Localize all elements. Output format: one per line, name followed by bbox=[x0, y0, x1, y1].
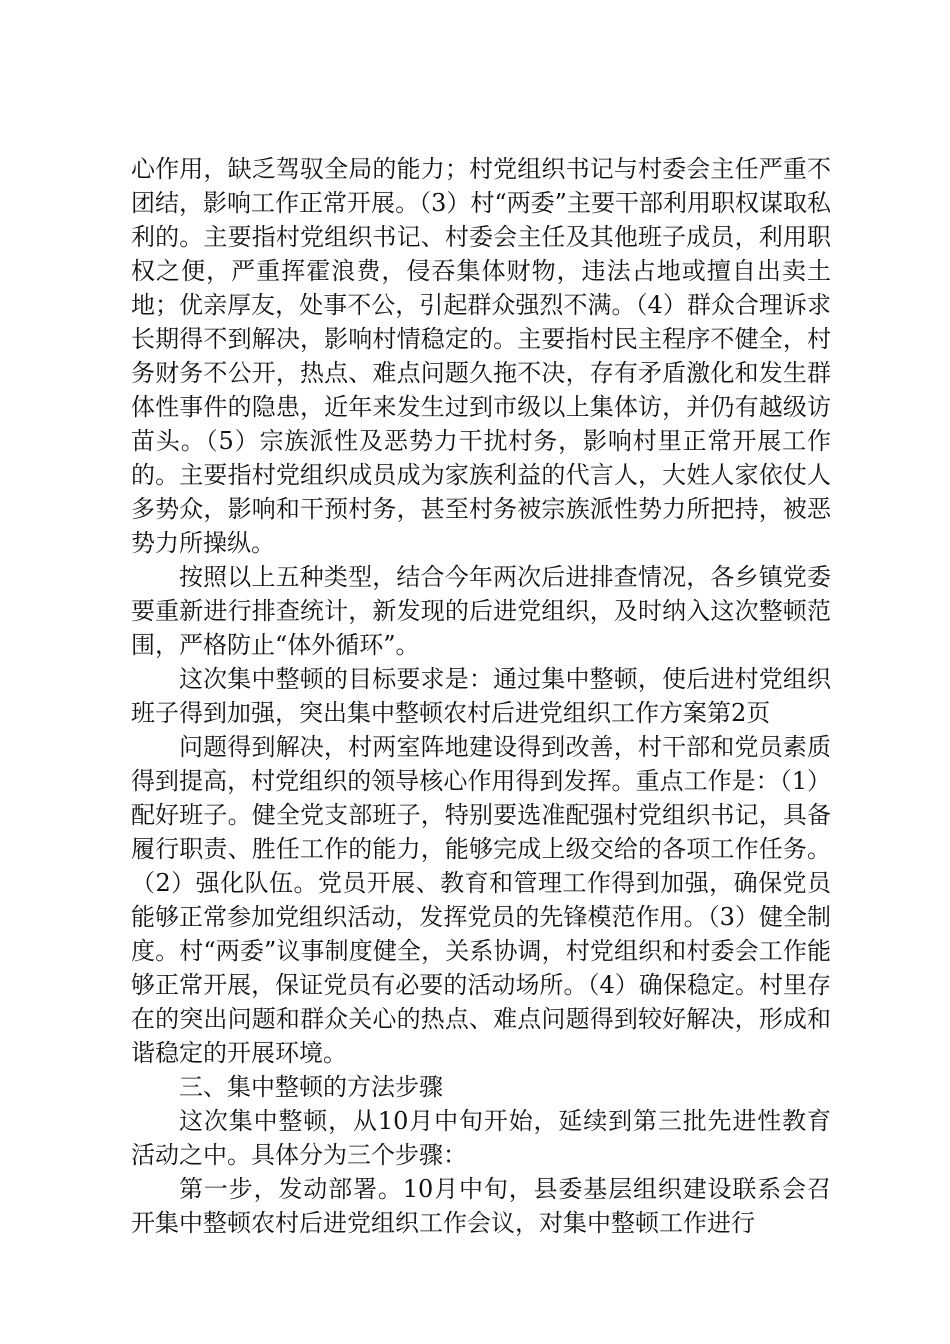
paragraph-6: 第一步，发动部署。10月中旬，县委基层组织建设联系会召开集中整顿农村后进党组织工作会议，对集中整顿工作进行 bbox=[131, 1175, 831, 1237]
paragraph-5: 这次集中整顿，从10月中旬开始，延续到第三批先进性教育活动之中。具体分为三个步骤： bbox=[131, 1107, 831, 1169]
paragraph-1: 心作用，缺乏驾驭全局的能力；村党组织书记与村委会主任严重不团结，影响工作正常开展。（3）村“两委”主要干部利用职权谋取私利的。主要指村党组织书记、村委会主任及其他班子成员，利用职权之便，严重挥霍浪费，侵吞集体财物，违法占地或擅自出卖土地；优亲厚友，处事不公，引起群众强烈不满。（4）群众合理诉求长期得不到解决，影响村情稳定的。主要指村民主程序不健全，村务财务不公开，热点、难点问题久拖不决，存有矛盾激化和发生群体性事件的隐患，近年来发生过到市级以上集体访，并仍有越级访苗头。（5）宗族派性及恶势力干扰村务，影响村里正常开展工作的。主要指村党组织成员成为家族利益的代言人，大姓人家依仗人多势众，影响和干预村务，甚至村务被宗族派性势力所把持，被恶势力所操纵。 bbox=[131, 155, 831, 557]
document-body bbox=[131, 152, 831, 1240]
paragraph-3: 这次集中整顿的目标要求是：通过集中整顿，使后进村党组织班子得到加强，突出集中整顿农村后进党组织工作方案第2页 bbox=[131, 665, 831, 727]
paragraph-2: 按照以上五种类型，结合今年两次后进排查情况，各乡镇党委要重新进行排查统计，新发现的后进党组织，及时纳入这次整顿范围，严格防止“体外循环”。 bbox=[131, 563, 831, 659]
paragraph-4: 问题得到解决，村两室阵地建设得到改善，村干部和党员素质得到提高，村党组织的领导核心作用得到发挥。重点工作是：（1）配好班子。健全党支部班子，特别要选准配强村党组织书记，具备履行职责、胜任工作的能力，能够完成上级交给的各项工作任务。（2）强化队伍。党员开展、教育和管理工作得到加强，确保党员能够正常参加党组织活动，发挥党员的先锋模范作用。（3）健全制度。村“两委”议事制度健全，关系协调，村党组织和村委会工作能够正常开展，保证党员有必要的活动场所。（4）确保稳定。村里存在的突出问题和群众关心的热点、难点问题得到较好解决，形成和谐稳定的开展环境。 bbox=[131, 733, 831, 1067]
section-heading: 三、集中整顿的方法步骤 bbox=[179, 1073, 443, 1101]
